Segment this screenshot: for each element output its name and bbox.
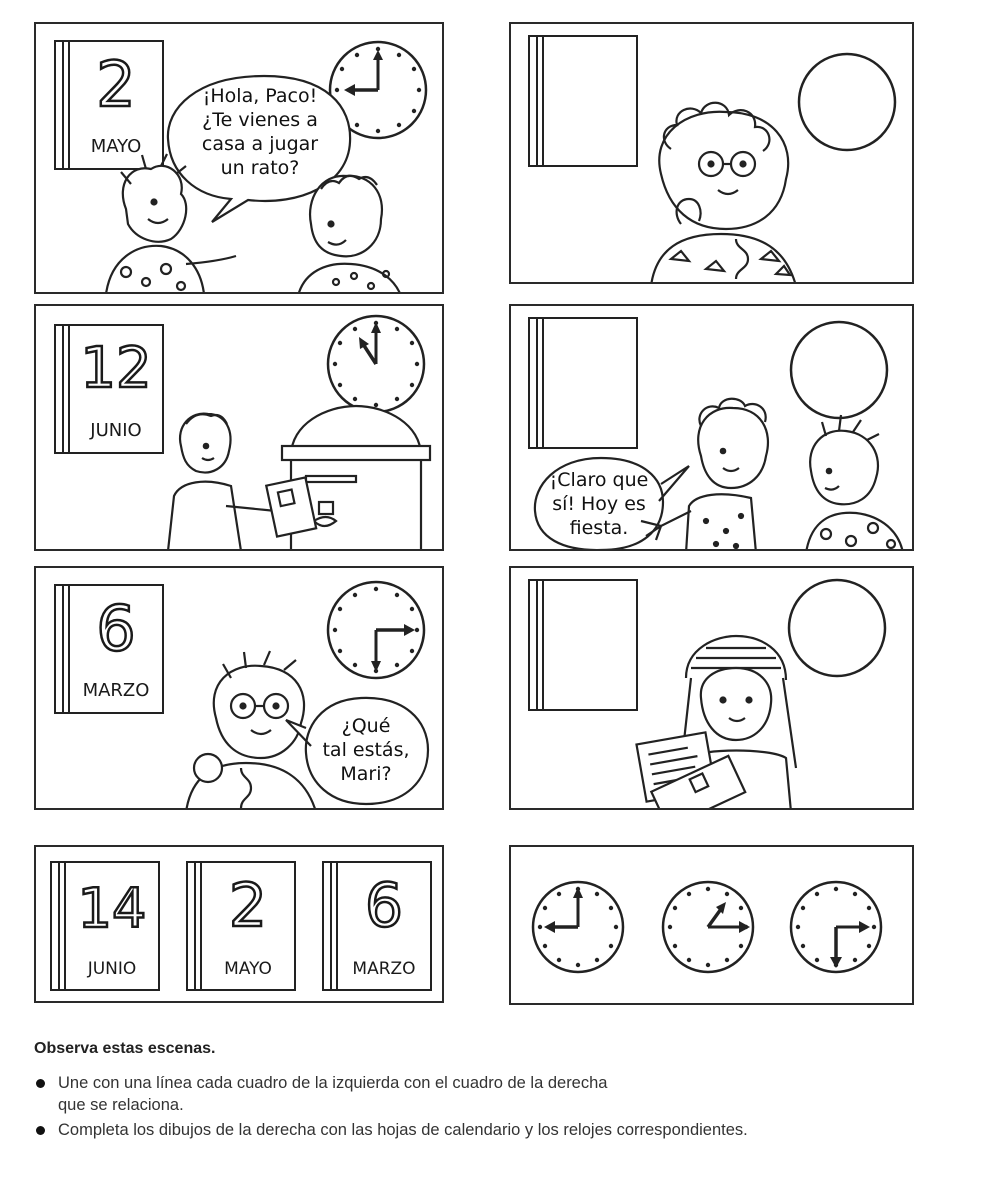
calendar-options-box (34, 845, 444, 1003)
instruction-item (34, 1119, 974, 1141)
calendar-day: 6 (364, 871, 404, 941)
scene-left-3[interactable] (34, 566, 444, 810)
instruction-line: Une con una línea cada cuadro de la izquierda con el cuadro de la derecha (58, 1074, 608, 1092)
scene-left-2[interactable] (34, 304, 444, 551)
calendar-day: 6 (96, 592, 136, 665)
scene-left-1[interactable] (34, 22, 444, 294)
girl-figure (651, 103, 796, 284)
boy-figure (168, 414, 316, 551)
blank-clock-face (799, 54, 895, 150)
calendar-day: 12 (80, 336, 152, 401)
calendar-month: MAYO (90, 136, 142, 157)
calendar-option[interactable] (50, 861, 160, 991)
instructions-title: Observa estas escenas. (34, 1040, 216, 1057)
bullet-icon (36, 1079, 45, 1088)
scene-right-3[interactable] (509, 566, 914, 810)
blank-clock-face (789, 580, 885, 676)
instruction-line: que se relaciona. (58, 1096, 184, 1114)
calendar-option[interactable] (322, 861, 432, 991)
scene-right-2[interactable] (509, 304, 914, 551)
calendar-month: MARZO (82, 680, 150, 701)
bullet-icon (36, 1126, 45, 1135)
boy-figure (806, 415, 903, 551)
calendar-month: MAYO (224, 959, 272, 979)
calendar-day: 2 (96, 48, 136, 121)
calendar-option[interactable] (186, 861, 296, 991)
clock-icon (328, 582, 424, 678)
calendar-month: JUNIO (87, 959, 137, 979)
clock-icon (328, 316, 424, 412)
scene-right-1[interactable] (509, 22, 914, 284)
clock-options-box (509, 845, 914, 1005)
instruction-line: Completa los dibujos de la derecha con las hojas de calendario y los relojes correspondientes. (58, 1121, 748, 1139)
blank-calendar-sheet (529, 580, 637, 710)
scene-drawing (36, 306, 444, 551)
speech-text: ¿Qué tal estás, Mari? (322, 715, 410, 785)
speech-text: ¡Claro que sí! Hoy es fiesta. (549, 469, 649, 539)
boy-figure (298, 176, 401, 294)
blank-clock-face (791, 322, 887, 418)
clock-options-drawing (511, 847, 914, 1005)
girl-figure (636, 636, 796, 810)
speech-text: ¡Hola, Paco! ¿Te vienes a casa a jugar un rato? (201, 85, 319, 179)
blank-calendar-sheet (529, 36, 637, 166)
instructions (34, 1040, 974, 1144)
clock-option-icon[interactable] (791, 882, 881, 972)
blank-calendar-sheet (529, 318, 637, 448)
calendar-day: 2 (228, 871, 268, 941)
clock-option-icon[interactable] (533, 882, 623, 972)
scene-drawing (511, 24, 914, 284)
calendar-month: MARZO (352, 959, 416, 979)
calendar-month: JUNIO (90, 420, 142, 441)
clock-option-icon[interactable] (663, 882, 753, 972)
instruction-item (34, 1072, 974, 1116)
calendar-day: 14 (77, 877, 147, 940)
scene-drawing (511, 568, 914, 810)
